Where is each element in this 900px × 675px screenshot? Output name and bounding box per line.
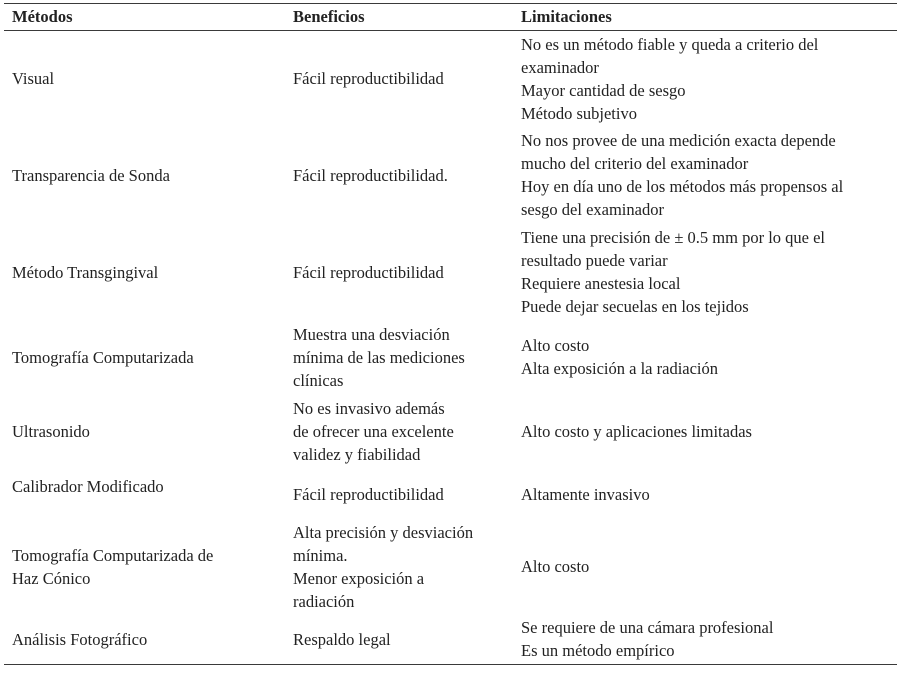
benefit-text: clínicas: [293, 370, 344, 390]
limitation-text: mucho del criterio del examinador: [521, 154, 749, 173]
benefit-text: de ofrecer una excelente: [293, 422, 454, 441]
benefit-text: Menor exposición a: [293, 568, 425, 588]
limitations-cell: [513, 224, 897, 321]
method-text: Calibrador Modificado: [12, 476, 164, 496]
limitation-text: Mayor cantidad de sesgo: [521, 80, 686, 100]
limitation-text: sesgo del examinador: [521, 200, 664, 219]
benefits-cell: [285, 127, 513, 224]
benefit-text: radiación: [293, 591, 355, 611]
method-cell: [4, 519, 285, 615]
method-text: Haz Cónico: [12, 568, 91, 588]
limitation-text: Requiere anestesia local: [521, 274, 681, 293]
table-header: [4, 4, 897, 31]
limitations-cell: [513, 31, 897, 127]
benefits-cell: [285, 470, 513, 519]
header-benefits: Beneficios: [293, 7, 365, 26]
benefits-cell: [285, 519, 513, 615]
table-body: [4, 31, 897, 665]
benefit-text: Fácil reproductibilidad.: [293, 165, 448, 185]
limitation-text: Alta exposición a la radiación: [521, 359, 719, 378]
method-text: Análisis Fotográfico: [12, 629, 148, 649]
benefit-text: Fácil reproductibilidad: [293, 262, 444, 282]
limitation-text: Alto costo: [521, 336, 590, 355]
table-row: [4, 31, 897, 127]
method-cell: [4, 224, 285, 321]
benefits-cell: [285, 615, 513, 665]
limitations-cell: [513, 394, 897, 470]
table-row: [4, 519, 897, 615]
limitation-text: Es un método empírico: [521, 641, 675, 661]
benefits-cell: [285, 321, 513, 394]
header-methods: Métodos: [12, 7, 73, 26]
limitation-text: resultado puede variar: [521, 251, 668, 270]
limitation-text: Tiene una precisión de ± 0.5 mm por lo que el: [521, 228, 826, 247]
method-text: Tomografía Computarizada de: [12, 545, 214, 565]
header-limitations: Limitaciones: [521, 7, 612, 26]
limitation-text: Alto costo y aplicaciones limitadas: [521, 422, 752, 441]
limitation-text: No es un método fiable y queda a criterio del: [521, 34, 819, 54]
method-cell: [4, 615, 285, 665]
benefit-text: Respaldo legal: [293, 629, 391, 649]
method-cell: [4, 470, 285, 519]
limitation-text: Método subjetivo: [521, 103, 637, 123]
method-cell: [4, 127, 285, 224]
limitations-cell: [513, 321, 897, 394]
method-text: Transparencia de Sonda: [12, 165, 170, 185]
benefit-text: mínima de las mediciones: [293, 347, 465, 367]
table-row: [4, 470, 897, 519]
benefit-text: mínima.: [293, 545, 348, 565]
header-row: [4, 4, 897, 31]
comparison-table: [4, 3, 897, 665]
benefit-text: validez y fiabilidad: [293, 445, 421, 464]
limitations-cell: [513, 615, 897, 665]
method-cell: [4, 321, 285, 394]
limitations-cell: [513, 519, 897, 615]
limitation-text: examinador: [521, 57, 599, 77]
benefits-cell: [285, 224, 513, 321]
benefit-text: Fácil reproductibilidad: [293, 484, 444, 504]
method-text: Visual: [12, 69, 55, 89]
table-row: [4, 615, 897, 665]
table-row: [4, 127, 897, 224]
benefit-text: No es invasivo además: [293, 399, 445, 418]
table-row: [4, 321, 897, 394]
limitation-text: No nos provee de una medición exacta depende: [521, 131, 836, 150]
method-text: Método Transgingival: [12, 262, 159, 282]
table-row: [4, 224, 897, 321]
limitations-cell: [513, 470, 897, 519]
benefit-text: Alta precisión y desviación: [293, 522, 474, 542]
table-row: [4, 394, 897, 470]
limitation-text: Se requiere de una cámara profesional: [521, 618, 774, 638]
benefits-cell: [285, 31, 513, 127]
limitations-cell: [513, 127, 897, 224]
benefit-text: Fácil reproductibilidad: [293, 69, 444, 89]
benefit-text: Muestra una desviación: [293, 324, 450, 344]
method-cell: [4, 394, 285, 470]
limitation-text: Puede dejar secuelas en los tejidos: [521, 297, 749, 316]
limitation-text: Hoy en día uno de los métodos más propensos al: [521, 177, 844, 196]
method-text: Tomografía Computarizada: [12, 347, 194, 367]
benefits-cell: [285, 394, 513, 470]
method-text: Ultrasonido: [12, 422, 90, 441]
limitation-text: Altamente invasivo: [521, 484, 650, 504]
method-cell: [4, 31, 285, 127]
limitation-text: Alto costo: [521, 557, 590, 576]
